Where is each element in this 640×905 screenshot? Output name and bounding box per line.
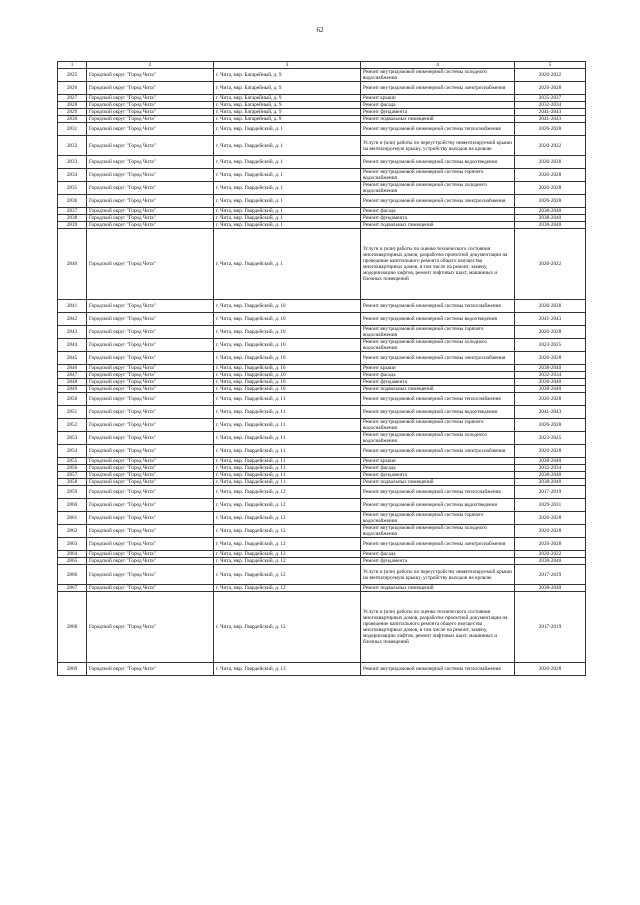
- address-cell: г. Чита, мкр. Гвардейский, д. 13: [214, 663, 361, 676]
- work-type-cell: Ремонт внутридомовой инженерной системы водоотведения: [361, 156, 515, 169]
- row-number: 2838: [58, 215, 87, 222]
- table-row: [58, 116, 586, 123]
- row-number: 2835: [58, 182, 87, 195]
- row-number: 2850: [58, 393, 87, 406]
- municipality-cell: Городской округ "Город Чита": [87, 195, 214, 208]
- period-cell: 2026-2028: [515, 182, 586, 195]
- address-cell: г. Чита, мкр. Батарейный, д. 9: [214, 82, 361, 95]
- table-row: [58, 102, 586, 109]
- row-number: 2864: [58, 551, 87, 558]
- address-cell: г. Чита, мкр. Гвардейский, д. 11: [214, 393, 361, 406]
- work-type-cell: Ремонт внутридомовой инженерной системы теплоснабжения: [361, 486, 515, 499]
- table-row: [58, 123, 586, 136]
- table-row: [58, 499, 586, 512]
- work-type-cell: Ремонт крыши: [361, 458, 515, 465]
- table-row: [58, 458, 586, 465]
- table-row: [58, 136, 586, 156]
- municipality-cell: Городской округ "Город Чита": [87, 109, 214, 116]
- table-row: [58, 663, 586, 676]
- municipality-cell: Городской округ "Город Чита": [87, 419, 214, 432]
- period-cell: 2026-2028: [515, 393, 586, 406]
- work-type-cell: Ремонт подвальных помещений: [361, 116, 515, 123]
- address-cell: г. Чита, мкр. Гвардейский, д. 10: [214, 365, 361, 372]
- row-number: 2839: [58, 222, 87, 229]
- row-number: 2833: [58, 156, 87, 169]
- period-cell: 2026-2028: [515, 300, 586, 313]
- table-row: [58, 352, 586, 365]
- table-row: [58, 326, 586, 339]
- municipality-cell: Городской округ "Город Чита": [87, 472, 214, 479]
- period-cell: 2026-2028: [515, 663, 586, 676]
- address-cell: г. Чита, мкр. Гвардейский, д. 11: [214, 445, 361, 458]
- table-row: [58, 95, 586, 102]
- period-cell: 2038-2040: [515, 585, 586, 592]
- work-type-cell: Ремонт внутридомовой инженерной системы холодного водоснабжения: [361, 69, 515, 82]
- row-number: 2842: [58, 313, 87, 326]
- address-cell: г. Чита, мкр. Гвардейский, д. 11: [214, 465, 361, 472]
- table-row: [58, 379, 586, 386]
- row-number: 2865: [58, 558, 87, 565]
- municipality-cell: Городской округ "Город Чита": [87, 352, 214, 365]
- address-cell: г. Чита, мкр. Батарейный, д. 9: [214, 109, 361, 116]
- municipality-cell: Городской округ "Город Чита": [87, 313, 214, 326]
- row-number: 2861: [58, 512, 87, 525]
- municipality-cell: Городской округ "Город Чита": [87, 95, 214, 102]
- address-cell: г. Чита, мкр. Гвардейский, д. 12: [214, 486, 361, 499]
- municipality-cell: Городской округ "Город Чита": [87, 592, 214, 663]
- row-number: 2831: [58, 123, 87, 136]
- period-cell: 2017-2019: [515, 486, 586, 499]
- row-number: 2848: [58, 379, 87, 386]
- header-cell: 5: [515, 62, 586, 69]
- work-type-cell: Ремонт внутридомовой инженерной системы горячего водоснабжения: [361, 169, 515, 182]
- work-type-cell: Ремонт фундамента: [361, 215, 515, 222]
- work-type-cell: Ремонт внутридомовой инженерной системы теплоснабжения: [361, 663, 515, 676]
- table-row: [58, 195, 586, 208]
- table-row: [58, 208, 586, 215]
- row-number: 2866: [58, 565, 87, 585]
- work-type-cell: Ремонт фундамента: [361, 379, 515, 386]
- row-number: 2847: [58, 372, 87, 379]
- period-cell: 2029-2031: [515, 499, 586, 512]
- address-cell: г. Чита, мкр. Гвардейский, д. 1: [214, 222, 361, 229]
- address-cell: г. Чита, мкр. Гвардейский, д. 1: [214, 215, 361, 222]
- header-cell: 1: [58, 62, 87, 69]
- period-cell: 2026-2028: [515, 419, 586, 432]
- row-number: 2830: [58, 116, 87, 123]
- work-type-cell: Ремонт внутридомовой инженерной системы теплоснабжения: [361, 123, 515, 136]
- municipality-cell: Городской округ "Город Чита": [87, 182, 214, 195]
- table-row: [58, 558, 586, 565]
- municipality-cell: Городской округ "Город Чита": [87, 300, 214, 313]
- row-number: 2849: [58, 386, 87, 393]
- row-number: 2828: [58, 102, 87, 109]
- period-cell: 2020-2022: [515, 551, 586, 558]
- municipality-cell: Городской округ "Город Чита": [87, 458, 214, 465]
- municipality-cell: Городской округ "Город Чита": [87, 169, 214, 182]
- table-row: [58, 538, 586, 551]
- period-cell: 2026-2028: [515, 82, 586, 95]
- table-row: [58, 432, 586, 445]
- table-row: [58, 300, 586, 313]
- work-type-cell: Ремонт фасада: [361, 372, 515, 379]
- period-cell: 2041-2043: [515, 313, 586, 326]
- period-cell: 2026-2028: [515, 169, 586, 182]
- municipality-cell: Городской округ "Город Чита": [87, 558, 214, 565]
- municipality-cell: Городской округ "Город Чита": [87, 136, 214, 156]
- municipality-cell: Городской округ "Город Чита": [87, 663, 214, 676]
- address-cell: г. Чита, мкр. Гвардейский, д. 10: [214, 372, 361, 379]
- header-cell: 3: [214, 62, 361, 69]
- period-cell: 2038-2040: [515, 365, 586, 372]
- period-cell: 2026-2028: [515, 123, 586, 136]
- work-type-cell: Ремонт фасада: [361, 102, 515, 109]
- municipality-cell: Городской округ "Город Чита": [87, 486, 214, 499]
- table-row: [58, 109, 586, 116]
- table-row: [58, 486, 586, 499]
- address-cell: г. Чита, мкр. Батарейный, д. 9: [214, 95, 361, 102]
- table-row: [58, 406, 586, 419]
- work-type-cell: Ремонт внутридомовой инженерной системы электроснабжения: [361, 195, 515, 208]
- municipality-cell: Городской округ "Город Чита": [87, 379, 214, 386]
- municipality-cell: Городской округ "Город Чита": [87, 102, 214, 109]
- capital-repair-table: [57, 61, 586, 676]
- row-number: 2834: [58, 169, 87, 182]
- row-number: 2858: [58, 479, 87, 486]
- address-cell: г. Чита, мкр. Батарейный, д. 9: [214, 69, 361, 82]
- row-number: 2860: [58, 499, 87, 512]
- work-type-cell: Ремонт внутридомовой инженерной системы электроснабжения: [361, 538, 515, 551]
- row-number: 2854: [58, 445, 87, 458]
- work-type-cell: Ремонт внутридомовой инженерной системы водоотведения: [361, 499, 515, 512]
- work-type-cell: Ремонт внутридомовой инженерной системы горячего водоснабжения: [361, 512, 515, 525]
- work-type-cell: Ремонт внутридомовой инженерной системы горячего водоснабжения: [361, 326, 515, 339]
- work-type-cell: Ремонт подвальных помещений: [361, 386, 515, 393]
- municipality-cell: Городской округ "Город Чита": [87, 551, 214, 558]
- work-type-cell: Услуги и (или) работы по оценке технического состояния многоквартирных домов, разработке проектной документации на проведение капитального ремонта общего имущества многоквартирных домов, в том числе на ремонт, замену, модернизацию лифтов, ремонт лифтовых шахт, машинных и блочных помещений: [361, 229, 515, 300]
- row-number: 2852: [58, 419, 87, 432]
- work-type-cell: Услуги и (или) работы по переустройству невентилируемой крыши на вентилируемую крышу, устройству выходов на кровлю: [361, 136, 515, 156]
- table-row: [58, 386, 586, 393]
- row-number: 2829: [58, 109, 87, 116]
- address-cell: г. Чита, мкр. Гвардейский, д. 11: [214, 419, 361, 432]
- work-type-cell: Ремонт внутридомовой инженерной системы электроснабжения: [361, 82, 515, 95]
- period-cell: 2038-2040: [515, 208, 586, 215]
- address-cell: г. Чита, мкр. Гвардейский, д. 12: [214, 499, 361, 512]
- table-row: [58, 82, 586, 95]
- address-cell: г. Чита, мкр. Гвардейский, д. 11: [214, 432, 361, 445]
- table-row: [58, 339, 586, 352]
- work-type-cell: Ремонт внутридомовой инженерной системы электроснабжения: [361, 445, 515, 458]
- address-cell: г. Чита, мкр. Гвардейский, д. 12: [214, 592, 361, 663]
- address-cell: г. Чита, мкр. Гвардейский, д. 12: [214, 585, 361, 592]
- period-cell: 2026-2028: [515, 326, 586, 339]
- period-cell: 2041-2043: [515, 406, 586, 419]
- work-type-cell: Ремонт внутридомовой инженерной системы холодного водоснабжения: [361, 339, 515, 352]
- period-cell: 2023-2025: [515, 432, 586, 445]
- address-cell: г. Чита, мкр. Гвардейский, д. 10: [214, 300, 361, 313]
- row-number: 2856: [58, 465, 87, 472]
- table-row: [58, 465, 586, 472]
- work-type-cell: Ремонт внутридомовой инженерной системы водоотведения: [361, 313, 515, 326]
- address-cell: г. Чита, мкр. Гвардейский, д. 10: [214, 326, 361, 339]
- table-row: [58, 585, 586, 592]
- table-row: [58, 592, 586, 663]
- municipality-cell: Городской округ "Город Чита": [87, 69, 214, 82]
- table-row: [58, 565, 586, 585]
- municipality-cell: Городской округ "Город Чита": [87, 365, 214, 372]
- municipality-cell: Городской округ "Город Чита": [87, 222, 214, 229]
- work-type-cell: Ремонт крыши: [361, 365, 515, 372]
- work-type-cell: Ремонт внутридомовой инженерной системы электроснабжения: [361, 352, 515, 365]
- work-type-cell: Ремонт внутридомовой инженерной системы холодного водоснабжения: [361, 182, 515, 195]
- row-number: 2851: [58, 406, 87, 419]
- address-cell: г. Чита, мкр. Гвардейский, д. 12: [214, 558, 361, 565]
- municipality-cell: Городской округ "Город Чита": [87, 156, 214, 169]
- period-cell: 2038-2040: [515, 379, 586, 386]
- period-cell: 2017-2019: [515, 565, 586, 585]
- municipality-cell: Городской округ "Город Чита": [87, 215, 214, 222]
- header-cell: 4: [361, 62, 515, 69]
- municipality-cell: Городской округ "Город Чита": [87, 123, 214, 136]
- row-number: 2869: [58, 663, 87, 676]
- municipality-cell: Городской округ "Город Чита": [87, 82, 214, 95]
- row-number: 2826: [58, 82, 87, 95]
- work-type-cell: Ремонт фундамента: [361, 558, 515, 565]
- address-cell: г. Чита, мкр. Гвардейский, д. 1: [214, 229, 361, 300]
- period-cell: 2017-2019: [515, 592, 586, 663]
- row-number: 2832: [58, 136, 87, 156]
- address-cell: г. Чита, мкр. Гвардейский, д. 1: [214, 195, 361, 208]
- address-cell: г. Чита, мкр. Гвардейский, д. 12: [214, 525, 361, 538]
- work-type-cell: Ремонт фасада: [361, 551, 515, 558]
- table-row: [58, 419, 586, 432]
- period-cell: 2041-2043: [515, 116, 586, 123]
- period-cell: 2038-2040: [515, 558, 586, 565]
- period-cell: 2026-2028: [515, 538, 586, 551]
- period-cell: 2026-2028: [515, 195, 586, 208]
- table-header-row: [58, 62, 586, 69]
- municipality-cell: Городской округ "Город Чита": [87, 116, 214, 123]
- work-type-cell: Ремонт фундамента: [361, 472, 515, 479]
- period-cell: 2026-2028: [515, 525, 586, 538]
- work-type-cell: Ремонт внутридомовой инженерной системы горячего водоснабжения: [361, 419, 515, 432]
- municipality-cell: Городской округ "Город Чита": [87, 386, 214, 393]
- municipality-cell: Городской округ "Город Чита": [87, 512, 214, 525]
- row-number: 2868: [58, 592, 87, 663]
- municipality-cell: Городской округ "Город Чита": [87, 479, 214, 486]
- period-cell: 2038-2040: [515, 386, 586, 393]
- period-cell: 2026-2028: [515, 156, 586, 169]
- period-cell: 2032-2034: [515, 372, 586, 379]
- row-number: 2845: [58, 352, 87, 365]
- work-type-cell: Ремонт крыши: [361, 95, 515, 102]
- period-cell: 2026-2028: [515, 512, 586, 525]
- work-type-cell: Ремонт подвальных помещений: [361, 479, 515, 486]
- period-cell: 2032-2034: [515, 465, 586, 472]
- municipality-cell: Городской округ "Город Чита": [87, 499, 214, 512]
- table-row: [58, 512, 586, 525]
- table-row: [58, 229, 586, 300]
- period-cell: 2041-2043: [515, 109, 586, 116]
- period-cell: 2026-2028: [515, 352, 586, 365]
- row-number: 2844: [58, 339, 87, 352]
- table-row: [58, 182, 586, 195]
- work-type-cell: Ремонт внутридомовой инженерной системы теплоснабжения: [361, 300, 515, 313]
- table-row: [58, 215, 586, 222]
- address-cell: г. Чита, мкр. Гвардейский, д. 11: [214, 458, 361, 465]
- row-number: 2840: [58, 229, 87, 300]
- row-number: 2836: [58, 195, 87, 208]
- work-type-cell: Ремонт внутридомовой инженерной системы холодного водоснабжения: [361, 525, 515, 538]
- table-row: [58, 365, 586, 372]
- work-type-cell: Услуги и (или) работы по оценке технического состояния многоквартирных домов, разработке проектной документации на проведение капитального ремонта общего имущества многоквартирных домов, в том числе на ремонт, замену, модернизацию лифтов, ремонт лифтовых шахт, машинных и блочных помещений: [361, 592, 515, 663]
- address-cell: г. Чита, мкр. Гвардейский, д. 12: [214, 551, 361, 558]
- row-number: 2846: [58, 365, 87, 372]
- municipality-cell: Городской округ "Город Чита": [87, 525, 214, 538]
- table-row: [58, 551, 586, 558]
- municipality-cell: Городской округ "Город Чита": [87, 445, 214, 458]
- table-row: [58, 169, 586, 182]
- period-cell: 2038-2040: [515, 472, 586, 479]
- row-number: 2853: [58, 432, 87, 445]
- municipality-cell: Городской округ "Город Чита": [87, 565, 214, 585]
- address-cell: г. Чита, мкр. Гвардейский, д. 1: [214, 123, 361, 136]
- municipality-cell: Городской округ "Город Чита": [87, 393, 214, 406]
- table-row: [58, 525, 586, 538]
- period-cell: 2038-2040: [515, 458, 586, 465]
- table-row: [58, 372, 586, 379]
- period-cell: 2032-2034: [515, 102, 586, 109]
- row-number: 2827: [58, 95, 87, 102]
- address-cell: г. Чита, мкр. Гвардейский, д. 10: [214, 379, 361, 386]
- table-row: [58, 479, 586, 486]
- address-cell: г. Чита, мкр. Гвардейский, д. 12: [214, 538, 361, 551]
- municipality-cell: Городской округ "Город Чита": [87, 339, 214, 352]
- address-cell: г. Чита, мкр. Гвардейский, д. 11: [214, 472, 361, 479]
- period-cell: 2035-2037: [515, 95, 586, 102]
- work-type-cell: Ремонт фасада: [361, 208, 515, 215]
- work-type-cell: Ремонт внутридомовой инженерной системы холодного водоснабжения: [361, 432, 515, 445]
- work-type-cell: Услуги и (или) работы по переустройству невентилируемой крыши на вентилируемую крышу, устройству выходов на кровлю: [361, 565, 515, 585]
- address-cell: г. Чита, мкр. Батарейный, д. 9: [214, 116, 361, 123]
- table-row: [58, 393, 586, 406]
- address-cell: г. Чита, мкр. Гвардейский, д. 12: [214, 512, 361, 525]
- address-cell: г. Чита, мкр. Гвардейский, д. 1: [214, 169, 361, 182]
- address-cell: г. Чита, мкр. Гвардейский, д. 12: [214, 565, 361, 585]
- period-cell: 2038-2040: [515, 479, 586, 486]
- municipality-cell: Городской округ "Город Чита": [87, 465, 214, 472]
- municipality-cell: Городской округ "Город Чита": [87, 372, 214, 379]
- work-type-cell: Ремонт фундамента: [361, 109, 515, 116]
- row-number: 2825: [58, 69, 87, 82]
- row-number: 2863: [58, 538, 87, 551]
- municipality-cell: Городской округ "Город Чита": [87, 432, 214, 445]
- municipality-cell: Городской округ "Город Чита": [87, 229, 214, 300]
- address-cell: г. Чита, мкр. Гвардейский, д. 1: [214, 136, 361, 156]
- address-cell: г. Чита, мкр. Гвардейский, д. 11: [214, 406, 361, 419]
- table-row: [58, 445, 586, 458]
- address-cell: г. Чита, мкр. Гвардейский, д. 10: [214, 352, 361, 365]
- address-cell: г. Чита, мкр. Гвардейский, д. 1: [214, 182, 361, 195]
- address-cell: г. Чита, мкр. Гвардейский, д. 1: [214, 208, 361, 215]
- municipality-cell: Городской округ "Город Чита": [87, 538, 214, 551]
- address-cell: г. Чита, мкр. Батарейный, д. 9: [214, 102, 361, 109]
- table-row: [58, 156, 586, 169]
- work-type-cell: Ремонт внутридомовой инженерной системы водоотведения: [361, 406, 515, 419]
- address-cell: г. Чита, мкр. Гвардейский, д. 11: [214, 479, 361, 486]
- row-number: 2837: [58, 208, 87, 215]
- row-number: 2843: [58, 326, 87, 339]
- header-cell: 2: [87, 62, 214, 69]
- page-number: 62: [316, 26, 324, 34]
- row-number: 2862: [58, 525, 87, 538]
- row-number: 2855: [58, 458, 87, 465]
- period-cell: 2020-2022: [515, 229, 586, 300]
- municipality-cell: Городской округ "Город Чита": [87, 406, 214, 419]
- address-cell: г. Чита, мкр. Гвардейский, д. 10: [214, 386, 361, 393]
- row-number: 2867: [58, 585, 87, 592]
- work-type-cell: Ремонт фасада: [361, 465, 515, 472]
- period-cell: 2038-2040: [515, 215, 586, 222]
- period-cell: 2020-2022: [515, 136, 586, 156]
- work-type-cell: Ремонт подвальных помещений: [361, 585, 515, 592]
- address-cell: г. Чита, мкр. Гвардейский, д. 10: [214, 313, 361, 326]
- table-row: [58, 313, 586, 326]
- address-cell: г. Чита, мкр. Гвардейский, д. 10: [214, 339, 361, 352]
- period-cell: 2020-2022: [515, 69, 586, 82]
- period-cell: 2023-2025: [515, 339, 586, 352]
- municipality-cell: Городской округ "Город Чита": [87, 208, 214, 215]
- table-row: [58, 472, 586, 479]
- work-type-cell: Ремонт внутридомовой инженерной системы теплоснабжения: [361, 393, 515, 406]
- row-number: 2857: [58, 472, 87, 479]
- table-row: [58, 69, 586, 82]
- row-number: 2859: [58, 486, 87, 499]
- work-type-cell: Ремонт подвальных помещений: [361, 222, 515, 229]
- period-cell: 2038-2040: [515, 222, 586, 229]
- period-cell: 2026-2028: [515, 445, 586, 458]
- municipality-cell: Городской округ "Город Чита": [87, 585, 214, 592]
- municipality-cell: Городской округ "Город Чита": [87, 326, 214, 339]
- row-number: 2841: [58, 300, 87, 313]
- table-row: [58, 222, 586, 229]
- address-cell: г. Чита, мкр. Гвардейский, д. 1: [214, 156, 361, 169]
